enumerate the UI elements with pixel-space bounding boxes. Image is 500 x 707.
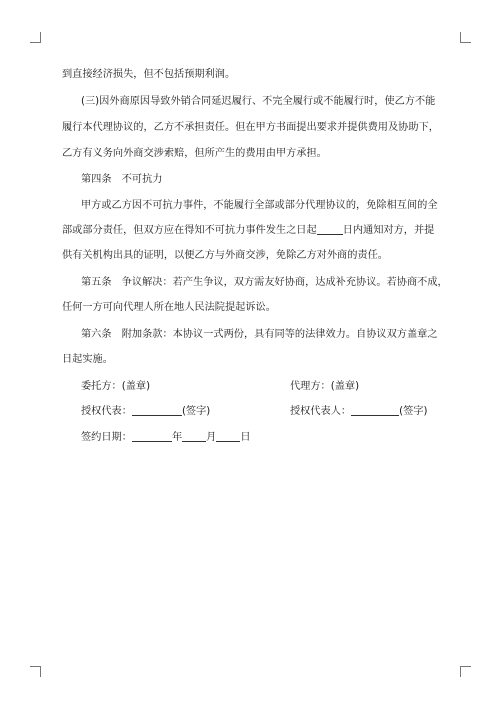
text-line: 第五条 争议解决：若产生争议，双方需友好协商，达成补充协议。若协商不成，	[81, 277, 448, 288]
signing-date-line	[81, 428, 448, 448]
day-field[interactable]	[216, 429, 240, 442]
days-blank-field[interactable]	[317, 222, 343, 235]
text-segment: 日内通知对方，并提	[342, 225, 435, 236]
corner-mark-bottom-right	[460, 666, 471, 677]
year-label: 年	[171, 432, 183, 443]
text-line: 乙方有义务向外商交涉索赔，但所产生的费用由甲方承担。	[62, 148, 327, 159]
client-representative-line	[81, 402, 271, 422]
client-rep-label: 授权代表：	[81, 406, 132, 417]
text-line: 第六条 附加条款：本协议一式两份，具有同等的法律效力。自协议双方盖章之	[81, 329, 438, 340]
client-signature-field[interactable]	[132, 403, 182, 416]
month-label: 月	[206, 432, 217, 443]
signature-note: (签字)	[181, 406, 211, 417]
text-line: 履行本代理协议的，乙方不承担责任。但在甲方书面提出要求并提供费用及协助下，	[62, 122, 439, 133]
text-line: 日起实施。	[62, 354, 113, 365]
agent-signature-field[interactable]	[351, 403, 399, 416]
text-segment: 部或部分责任，但双方应在得知不可抗力事件发生之日起	[62, 225, 317, 236]
text-line: (三)因外商原因导致外销合同延迟履行、不完全履行或不能履行时，使乙方不能	[81, 96, 436, 107]
text-line: 到直接经济损失，但不包括预期利润。	[62, 69, 236, 80]
text-line: 供有关机构出具的证明，以便乙方与外商交涉，免除乙方对外商的责任。	[62, 250, 388, 261]
corner-mark-bottom-left	[30, 666, 41, 677]
agent-seal-label: 代理方：(盖章)	[290, 381, 360, 392]
corner-mark-top-right	[460, 32, 471, 43]
date-label: 签约日期：	[81, 432, 132, 443]
agent-representative-line	[290, 402, 450, 422]
signature-note: (签字)	[399, 406, 428, 417]
text-line: 任何一方可向代理人所在地人民法院提起诉讼。	[62, 302, 276, 313]
agent-rep-label: 授权代表人：	[290, 406, 352, 417]
text-line: 甲方或乙方因不可抗力事件，不能履行全部或部分代理协议的，免除相互间的全	[81, 200, 438, 211]
text-line	[62, 221, 448, 241]
client-seal-label: 委托方：(盖章)	[81, 381, 151, 392]
section-heading: 第四条 不可抗力	[81, 174, 163, 185]
year-field[interactable]	[132, 429, 172, 442]
corner-mark-top-left	[30, 32, 41, 43]
day-label: 日	[240, 432, 251, 443]
month-field[interactable]	[182, 429, 206, 442]
